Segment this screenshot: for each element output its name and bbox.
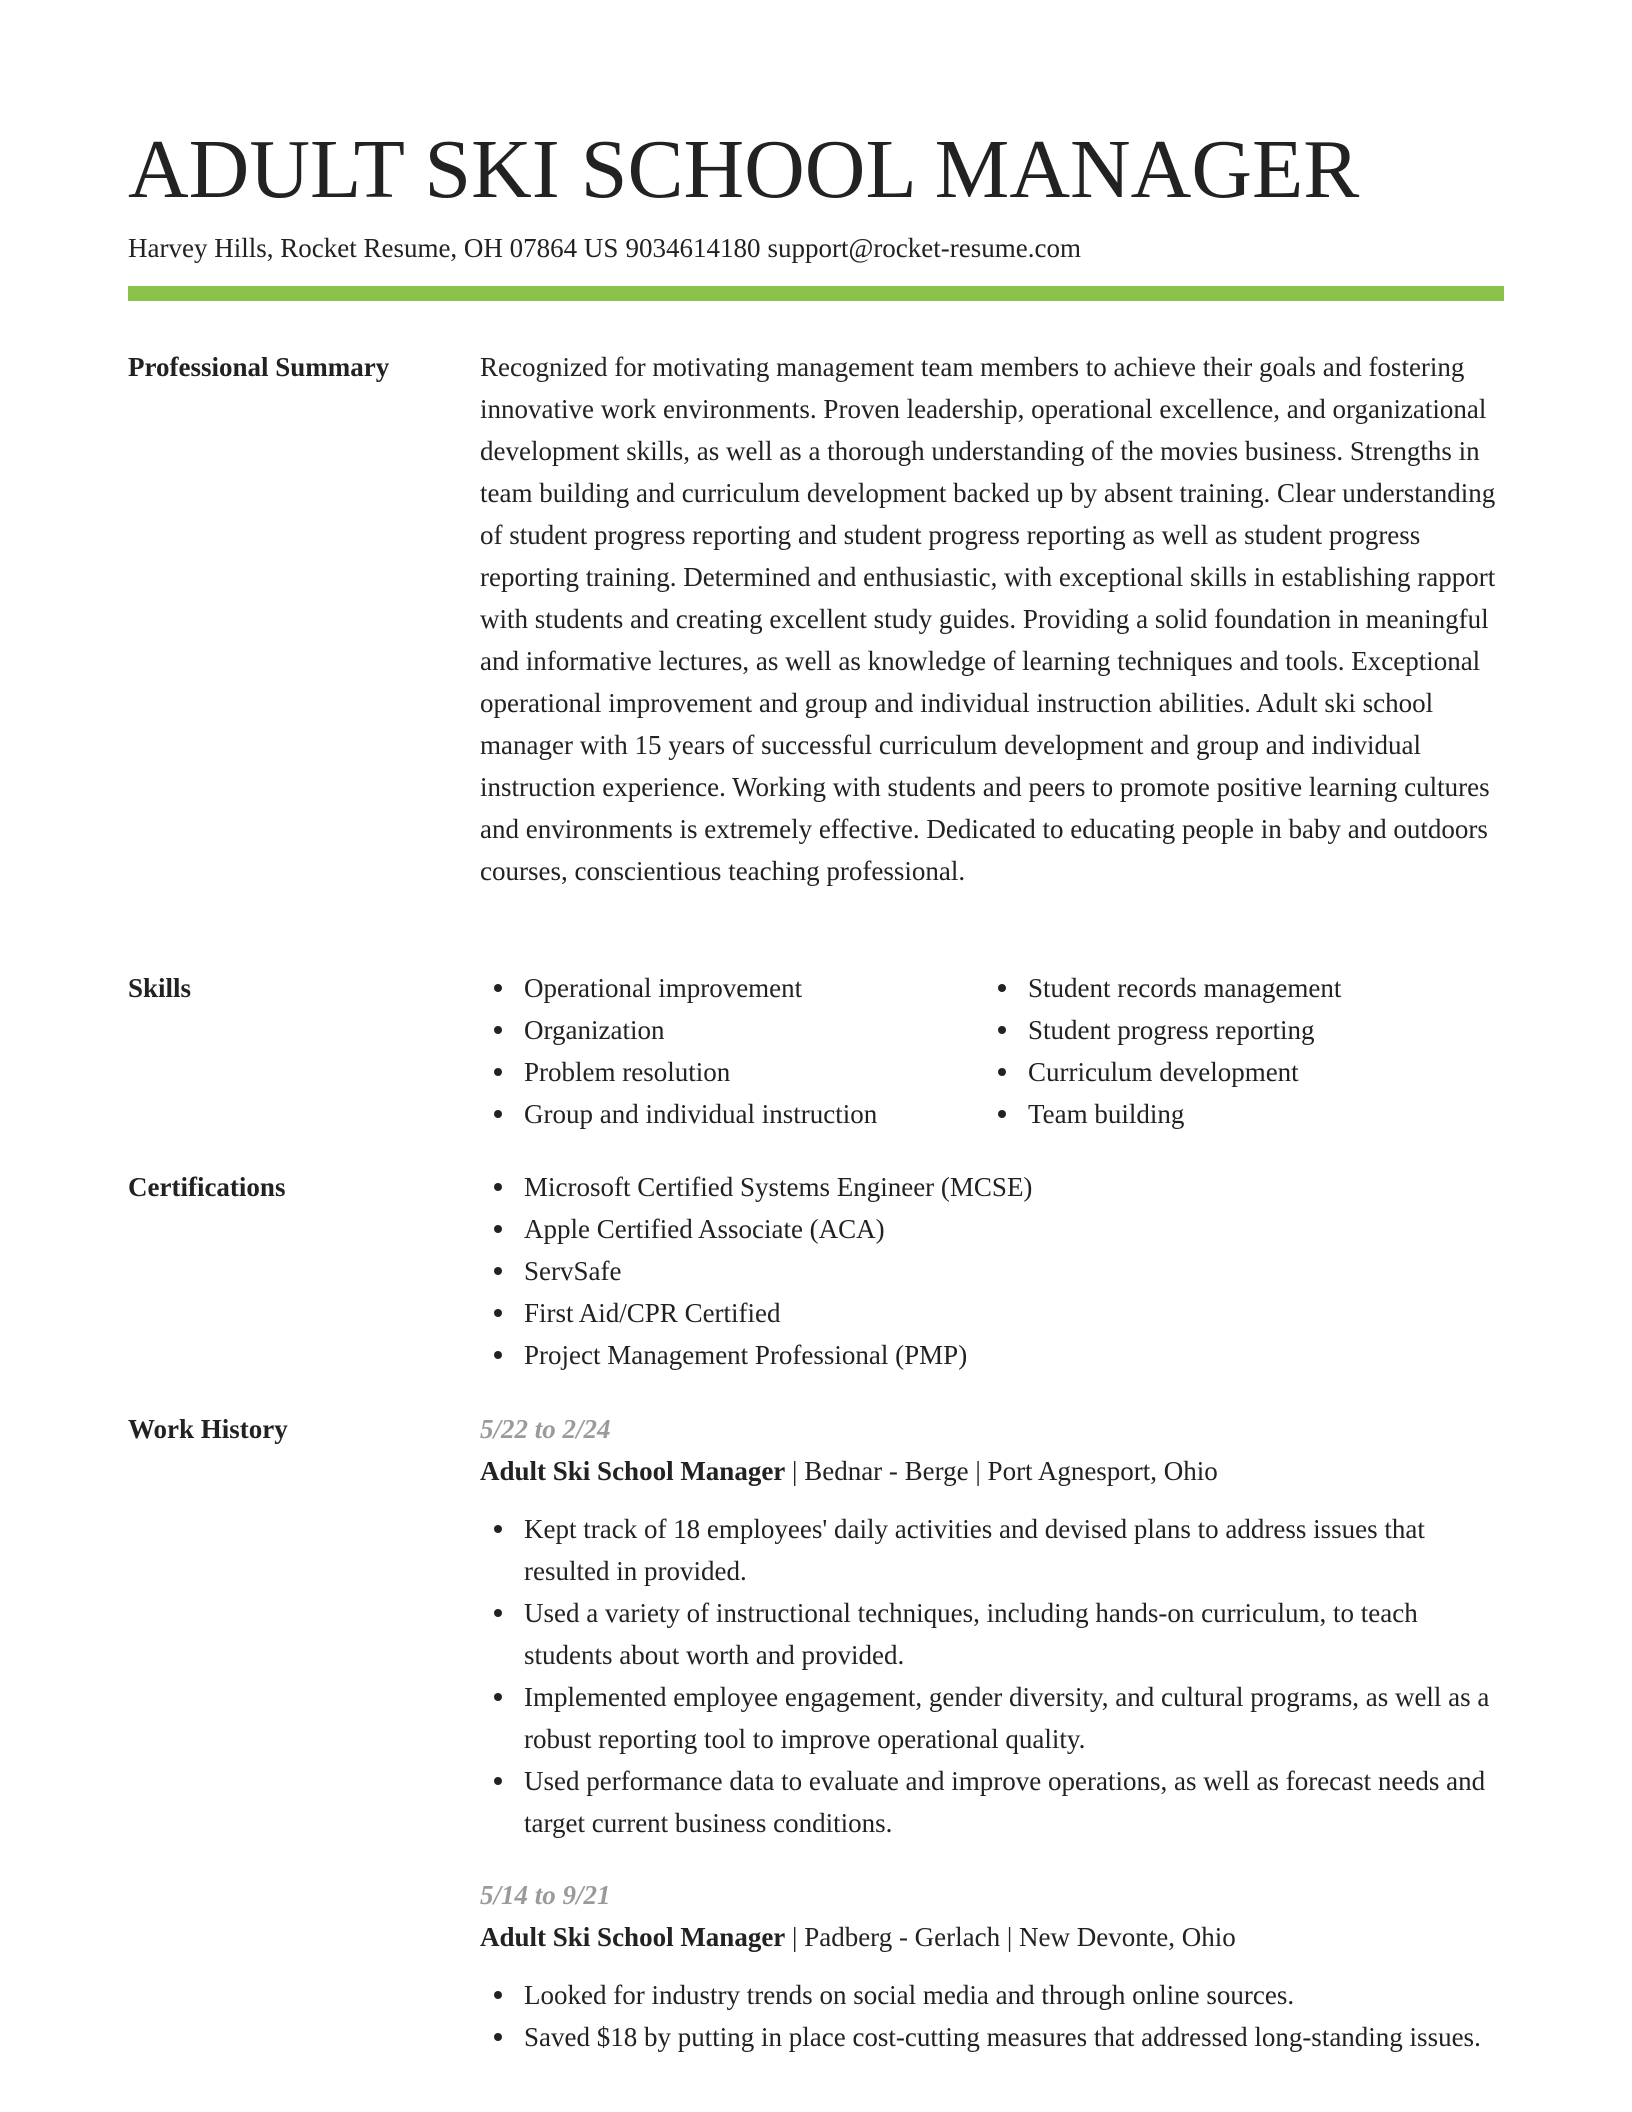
section-label-certifications: Certifications (128, 1172, 286, 1202)
work-history-body (480, 1408, 1504, 2052)
skills-body (480, 967, 1504, 1135)
list-item: Used performance data to evaluate and improve operations, as well as forecast needs and target current business conditions. (480, 1760, 1504, 1844)
list-item: Kept track of 18 employees' daily activities and devised plans to address issues that resulted in provided. (480, 1508, 1504, 1592)
list-item: Used a variety of instructional techniques, including hands-on curriculum, to teach students about worth and provided. (480, 1592, 1504, 1676)
section-label-summary: Professional Summary (128, 352, 390, 382)
summary-text: Recognized for motivating management team members to achieve their goals and fostering innovative work environments. Proven leadership, operational excellence, and organizational development skills, as well as a thorough understanding of the movies business. Strengths in team building and curriculum development backed up by absent training. Clear understanding of student progress reporting and student progress reporting as well as student progress reporting training. Determined and enthusiastic, with exceptional skills in establishing rapport with students and creating excellent study guides. Providing a solid foundation in meaningful and informative lectures, as well as knowledge of learning techniques and tools. Exceptional operational improvement and group and individual instruction abilities. Adult ski school manager with 15 years of successful curriculum development and group and individual instruction experience. Working with students and peers to promote positive learning cultures and environments is extremely effective. Dedicated to educating people in baby and outdoors courses, conscientious teaching professional. (480, 352, 1496, 886)
list-item: Group and individual instruction (480, 1093, 984, 1135)
contact-line (128, 230, 1081, 266)
job-entry (480, 1408, 1504, 1844)
summary-body (480, 346, 1504, 892)
list-item: Problem resolution (480, 1051, 984, 1093)
list-item: Apple Certified Associate (ACA) (480, 1208, 1504, 1250)
certifications-body (480, 1166, 1504, 1376)
section-label-skills: Skills (128, 973, 192, 1003)
job-bullets (480, 1508, 1504, 1844)
list-item: First Aid/CPR Certified (480, 1292, 1504, 1334)
list-item: ServSafe (480, 1250, 1504, 1292)
job-title: Adult Ski School Manager (480, 1922, 786, 1952)
list-item: Curriculum development (984, 1051, 1504, 1093)
list-item: Organization (480, 1009, 984, 1051)
list-item: Student progress reporting (984, 1009, 1504, 1051)
job-entry (480, 1874, 1504, 2058)
list-item: Looked for industry trends on social media and through online sources. (480, 1974, 1504, 2016)
skills-list-left (480, 967, 984, 1135)
job-title: Adult Ski School Manager (480, 1456, 786, 1486)
job-employer-location: | Bednar - Berge | Port Agnesport, Ohio (785, 1456, 1218, 1486)
list-item: Operational improvement (480, 967, 984, 1009)
section-label-work-history: Work History (128, 1414, 288, 1444)
certifications-list (480, 1166, 1504, 1376)
list-item: Project Management Professional (PMP) (480, 1334, 1504, 1376)
list-item: Team building (984, 1093, 1504, 1135)
resume-title: ADULT SKI SCHOOL MANAGER (128, 123, 1360, 216)
job-heading (480, 1916, 1504, 1958)
accent-divider (128, 286, 1504, 301)
list-item: Saved $18 by putting in place cost-cutting measures that addressed long-standing issues. (480, 2016, 1504, 2058)
job-dates: 5/22 to 2/24 (480, 1414, 611, 1444)
contact-address: Harvey Hills, Rocket Resume, OH 07864 US (128, 233, 619, 263)
job-employer-location: | Padberg - Gerlach | New Devonte, Ohio (785, 1922, 1236, 1952)
job-bullets (480, 1974, 1504, 2058)
job-heading (480, 1450, 1504, 1492)
job-dates: 5/14 to 9/21 (480, 1880, 611, 1910)
list-item: Microsoft Certified Systems Engineer (MCSE) (480, 1166, 1504, 1208)
list-item: Implemented employee engagement, gender diversity, and cultural programs, as well as a robust reporting tool to improve operational quality. (480, 1676, 1504, 1760)
list-item: Student records management (984, 967, 1504, 1009)
contact-phone: 9034614180 (625, 233, 761, 263)
skills-list-right (984, 967, 1504, 1135)
contact-email[interactable]: support@rocket-resume.com (767, 233, 1081, 263)
skills-columns (480, 967, 1504, 1135)
